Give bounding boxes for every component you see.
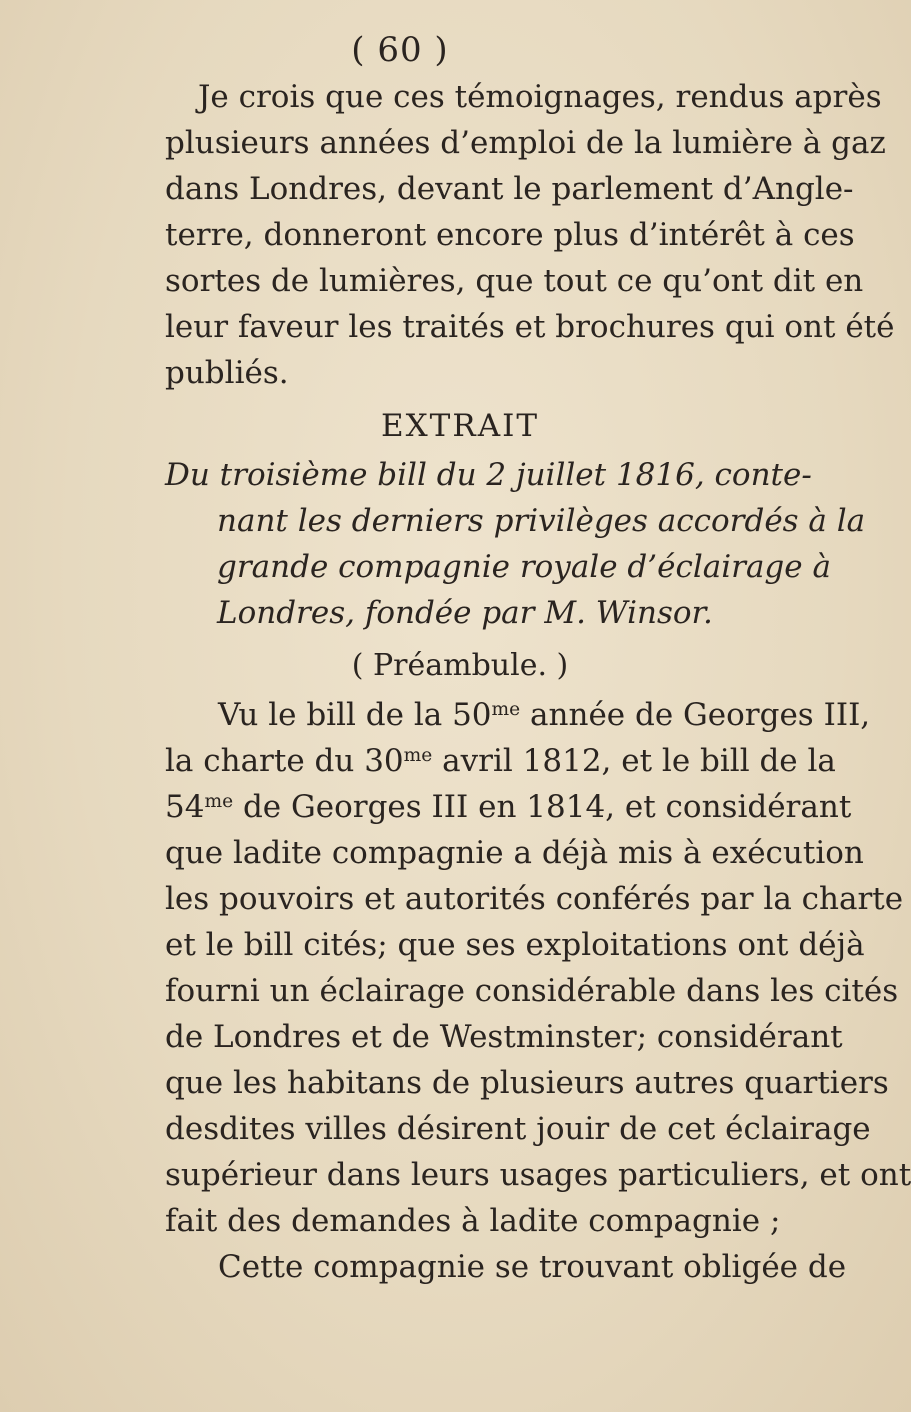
para2-line-10: desdites villes désirent jouir de cet éclairage: [165, 1111, 871, 1147]
section-title: EXTRAIT: [380, 408, 540, 444]
para2-line-11: supérieur dans leurs usages particuliers, et ont: [165, 1157, 911, 1193]
para2-line-3-sup: me: [204, 790, 234, 812]
page-number: ( 60 ): [351, 30, 449, 70]
para2-line-2-a: la charte du 30: [165, 743, 404, 779]
subtitle-line-1: Du troisième bill du 2 juillet 1816, conte-: [165, 457, 812, 493]
para2-line-2-b: avril 1812, et le bill de la: [432, 743, 836, 779]
para2-line-1-sup: me: [491, 698, 521, 720]
para2-line-3-b: de Georges III en 1814, et considérant: [233, 789, 852, 825]
para2-line-4: que ladite compagnie a déjà mis à exécution: [165, 835, 864, 871]
para2-line-3: [165, 789, 852, 825]
para2-line-1-b: année de Georges III,: [520, 697, 871, 733]
para2-line-2-sup: me: [403, 744, 433, 766]
para1-line-7: publiés.: [165, 355, 289, 391]
para1-line-2: plusieurs années d’emploi de la lumière à gaz: [165, 125, 886, 161]
para2-line-3-a: 54: [165, 789, 205, 825]
para1-line-5: sortes de lumières, que tout ce qu’ont dit en: [165, 263, 864, 299]
subtitle-line-4: Londres, fondée par M. Winsor.: [217, 595, 713, 631]
para2-line-2: [165, 743, 836, 779]
subtitle-line-2: nant les derniers privilèges accordés à la: [217, 503, 866, 539]
para1-line-6: leur faveur les traités et brochures qui ont été: [165, 309, 895, 345]
para2-line-1-a: Vu le bill de la 50: [218, 697, 492, 733]
para2-line-9: que les habitans de plusieurs autres quartiers: [165, 1065, 889, 1101]
para2-line-7: fourni un éclairage considérable dans les cités: [165, 973, 899, 1009]
para2-line-13: Cette compagnie se trouvant obligée de: [218, 1249, 847, 1285]
subtitle-line-3: grande compagnie royale d’éclairage à: [217, 549, 831, 585]
para2-line-12: fait des demandes à ladite compagnie ;: [165, 1203, 781, 1239]
para2-line-5: les pouvoirs et autorités conférés par la charte: [165, 881, 904, 917]
para2-line-8: de Londres et de Westminster; considérant: [165, 1019, 843, 1055]
para1-line-4: terre, donneront encore plus d’intérêt à ces: [165, 217, 855, 253]
para1-line-3: dans Londres, devant le parlement d’Angle-: [165, 171, 854, 207]
para1-line-1: Je crois que ces témoignages, rendus après: [198, 79, 882, 115]
para2-line-1: [218, 697, 871, 733]
preamble-heading: ( Préambule. ): [351, 648, 569, 683]
para2-line-6: et le bill cités; que ses exploitations ont déjà: [165, 927, 865, 963]
